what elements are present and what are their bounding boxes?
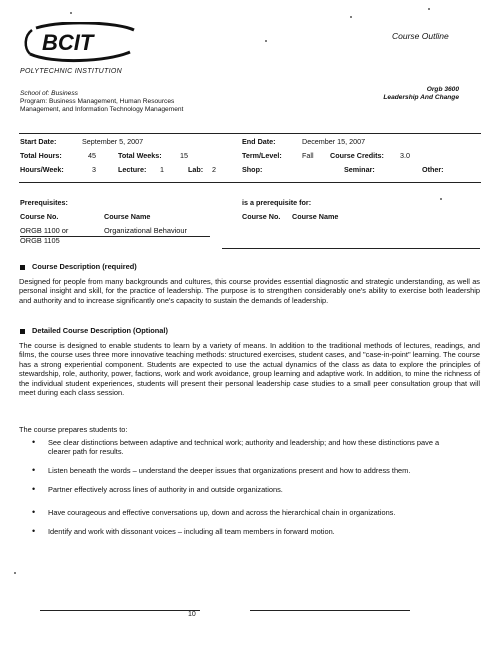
prereq-course-name: Organizational Behaviour [104, 226, 187, 235]
course-no-header-2: Course No. [242, 212, 281, 221]
prerequisites-block [20, 198, 482, 248]
prereq-course-no-1: ORGB 1100 or [20, 226, 69, 235]
list-item: • Identify and work with dissonant voices – including all team members in forward motion. [30, 527, 460, 536]
doc-type: Course Outline [392, 31, 449, 41]
prepares-list [30, 438, 460, 545]
school-block [20, 90, 183, 114]
divider-mid [19, 182, 481, 183]
course-description-title-row [20, 262, 137, 271]
course-credits-value: 3.0 [400, 151, 410, 160]
scan-speck [350, 16, 352, 18]
list-item: • Listen beneath the words – understand the deeper issues that organizations present and how to address them. [30, 466, 460, 475]
institution-tagline: POLYTECHNIC INSTITUTION [20, 68, 122, 75]
prereq-underline-left [20, 236, 210, 237]
start-date-value: September 5, 2007 [82, 137, 144, 146]
school-label: School of: [20, 90, 50, 97]
other-label: Other: [422, 165, 444, 174]
school-name: Business [51, 90, 78, 97]
hours-week-label: Hours/Week: [20, 165, 64, 174]
lab-value: 2 [212, 165, 216, 174]
scan-speck [70, 12, 72, 14]
end-date-value: December 15, 2007 [302, 137, 366, 146]
square-bullet-icon [20, 329, 25, 334]
total-hours-label: Total Hours: [20, 151, 62, 160]
footer-line-left [40, 610, 200, 611]
course-code: Orgb 3600 [426, 86, 459, 93]
course-description-title: Course Description (required) [32, 262, 137, 271]
scan-speck [440, 198, 442, 200]
hours-week-value: 3 [92, 165, 96, 174]
list-item: • Partner effectively across lines of authority in and outside organizations. [30, 485, 460, 494]
prereq-underline-right [222, 248, 480, 249]
page-number: 10 [188, 611, 196, 618]
list-item: • See clear distinctions between adaptive and technical work; authority and leadership; and how these distinctions pave a clearer path for results. [30, 438, 460, 457]
total-weeks-label: Total Weeks: [118, 151, 162, 160]
lecture-label: Lecture: [118, 165, 147, 174]
course-description-text: Designed for people from many backgrounds and cultures, this course provides essential diagnostic and strategic understanding, as well as personal insight and skill, for the practice of leadership. The purpose is to strengthen considerably one's ability to exercise both leadership and authority and to increase significantly one's capacity to sustain the demands of leadership. [19, 277, 480, 305]
course-name-header: Course Name [104, 212, 151, 221]
bcit-logo-mark [22, 22, 142, 64]
seminar-label: Seminar: [344, 165, 375, 174]
scan-speck [14, 572, 16, 574]
start-date-label: Start Date: [20, 137, 57, 146]
prerequisite-for-heading: is a prerequisite for: [242, 198, 312, 207]
scan-speck [265, 40, 267, 42]
course-no-header: Course No. [20, 212, 59, 221]
course-info-grid [20, 137, 482, 177]
shop-label: Shop: [242, 165, 263, 174]
detailed-description-text: The course is designed to enable students to learn by a variety of means. In addition to the traditional methods of lectures, readings, and films, the course uses three more innovative teaching methods: structured exercises, student cases, and "case-in-point" learning. The course has a strong experiential component. Students are expected to use the actual dynamics of the class as data to explore the principles of stewardship, role, authority, power, factions, work and work avoidance, group learning and adaptive work. In addition, to mine the richness of the individual student experiences, students will present their personal leadership case studies to a small peer consultation group that will meet during each class session. [19, 341, 480, 398]
program-line: Program: Business Management, Human Resources [20, 98, 175, 105]
lab-label: Lab: [188, 165, 204, 174]
total-hours-value: 45 [88, 151, 96, 160]
course-title: Leadership And Change [383, 94, 459, 101]
course-code-block [383, 86, 459, 102]
logo-text: BCIT [42, 30, 94, 55]
square-bullet-icon [20, 265, 25, 270]
prepares-intro: The course prepares students to: [19, 425, 128, 434]
total-weeks-value: 15 [180, 151, 188, 160]
lecture-value: 1 [160, 165, 164, 174]
program-line-2: Management, and Information Technology Management [20, 106, 184, 113]
scan-speck [428, 8, 430, 10]
end-date-label: End Date: [242, 137, 276, 146]
detailed-description-title-row [20, 326, 168, 335]
term-level-label: Term/Level: [242, 151, 282, 160]
course-name-header-2: Course Name [292, 212, 339, 221]
term-level-value: Fall [302, 151, 314, 160]
prereq-course-no-2: ORGB 1105 [20, 236, 60, 245]
footer-line-right [250, 610, 410, 611]
prerequisites-heading: Prerequisites: [20, 198, 68, 207]
divider-top [19, 133, 481, 134]
detailed-description-title: Detailed Course Description (Optional) [32, 326, 168, 335]
list-item: • Have courageous and effective conversations up, down and across the hierarchical chain in organizations. [30, 508, 460, 517]
bcit-logo [22, 22, 142, 64]
course-credits-label: Course Credits: [330, 151, 384, 160]
